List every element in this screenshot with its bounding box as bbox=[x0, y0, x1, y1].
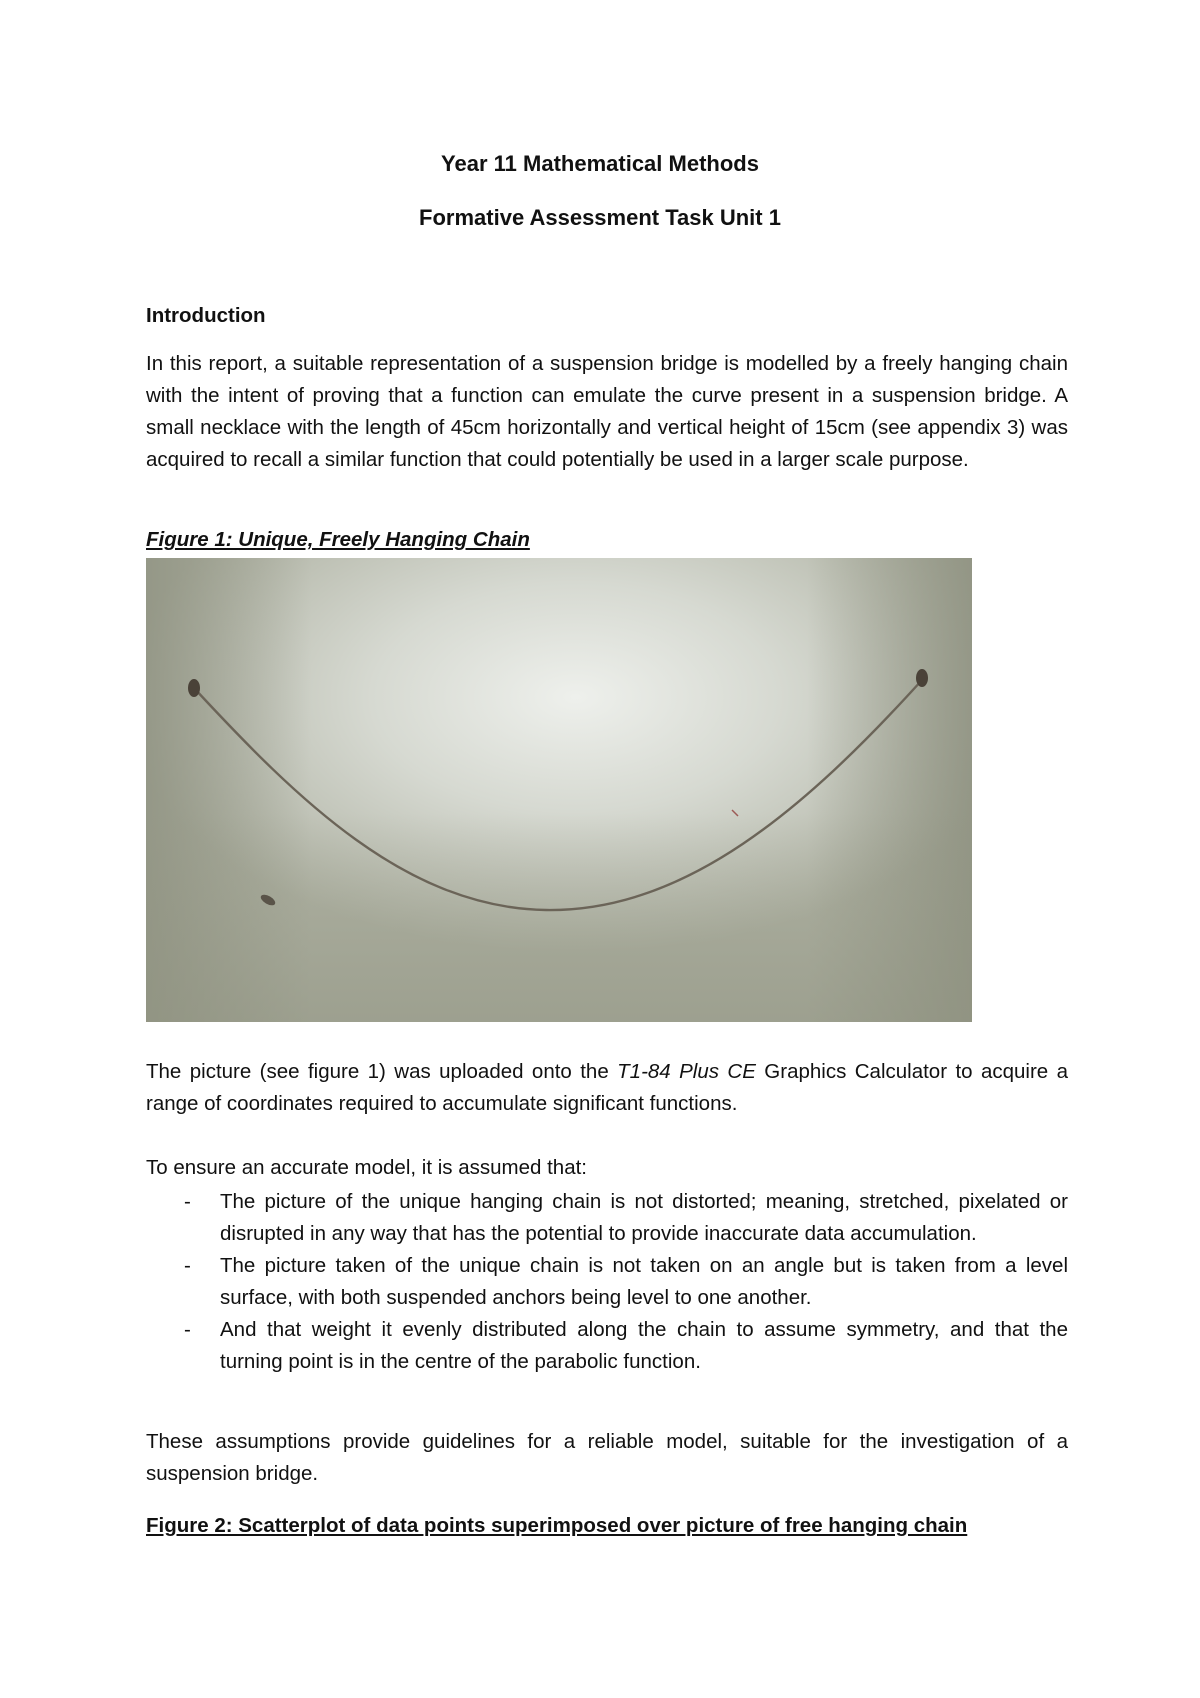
list-item: - The picture taken of the unique chain is not taken on an angle but is taken from a level surface, with both suspended anchors being level to one another. bbox=[146, 1250, 1068, 1314]
bullet-marker: - bbox=[184, 1254, 191, 1277]
hanging-chain-image bbox=[146, 558, 972, 1022]
assumption-intro-paragraph: To ensure an accurate model, it is assumed that: bbox=[146, 1156, 587, 1179]
left-anchor bbox=[188, 679, 200, 697]
document-title: Year 11 Mathematical Methods bbox=[441, 151, 759, 176]
hanging-chain-photo bbox=[146, 558, 972, 1022]
right-anchor bbox=[916, 669, 928, 687]
figure-2-caption: Figure 2: Scatterplot of data points superimposed over picture of free hanging chain bbox=[146, 1514, 968, 1537]
list-item: - And that weight it evenly distributed along the chain to assume symmetry, and that the turning point is in the centre of the parabolic function. bbox=[146, 1314, 1068, 1378]
bullet-marker: - bbox=[184, 1318, 191, 1341]
list-item: - The picture of the unique hanging chain is not distorted; meaning, stretched, pixelated or disrupted in any way that has the potential to provide inaccurate data accumulation. bbox=[146, 1186, 1068, 1250]
figure-1-caption: Figure 1: Unique, Freely Hanging Chain bbox=[146, 528, 530, 551]
intro-paragraph: In this report, a suitable representation of a suspension bridge is modelled by a freely hanging chain with the intent of proving that a function can emulate the curve present in a suspension bridge. A small necklace with the length of 45cm horizontally and vertical height of 15cm (see appendix 3) was acquired to recall a similar function that could potentially be used in a larger scale purpose. bbox=[146, 352, 1068, 471]
calculator-paragraph: The picture (see figure 1) was uploaded onto the T1-84 Plus CE Graphics Calculator to acquire a range of coordinates required to accumulate significant functions. bbox=[146, 1060, 1068, 1115]
document-subtitle: Formative Assessment Task Unit 1 bbox=[419, 205, 781, 230]
section-heading-introduction: Introduction bbox=[146, 304, 266, 327]
calculator-model: T1-84 Plus CE bbox=[617, 1060, 756, 1083]
summary-paragraph: These assumptions provide guidelines for a reliable model, suitable for the investigation of a suspension bridge. bbox=[146, 1430, 1068, 1485]
assumption-list bbox=[146, 1186, 1068, 1378]
bullet-marker: - bbox=[184, 1190, 191, 1213]
